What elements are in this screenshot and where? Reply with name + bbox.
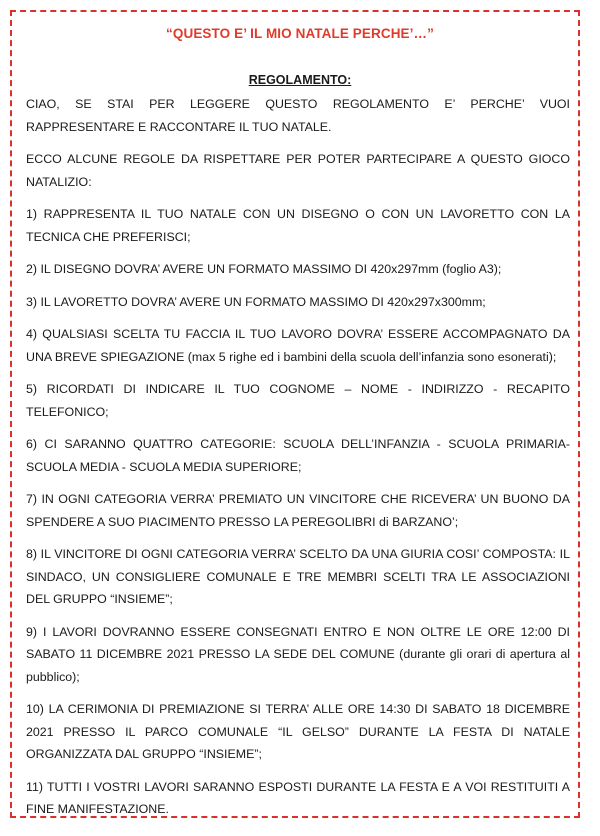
rule-10: 10) LA CERIMONIA DI PREMIAZIONE SI TERRA’ ALLE ORE 14:30 DI SABATO 18 DICEMBRE 2021 PRESSO IL PARCO COMUNALE “IL GELSO” DURANTE LA FESTA DI NATALE ORGANIZZATA DAL GRUPPO “INSIEME”; — [26, 702, 570, 761]
rule-4: 4) QUALSIASI SCELTA TU FACCIA IL TUO LAVORO DOVRA’ ESSERE ACCOMPAGNATO DA UNA BREVE SPIEGAZIONE (max 5 righe ed i bambini della scuola dell’infanzia sono esonerati); — [26, 327, 570, 364]
rule-7: 7) IN OGNI CATEGORIA VERRA’ PREMIATO UN VINCITORE CHE RICEVERA’ UN BUONO DA SPENDERE A SUO PIACIMENTO PRESSO LA PEREGOLIBRI di BARZANO’; — [26, 492, 570, 529]
document-title: “QUESTO E’ IL MIO NATALE PERCHE’…” — [166, 26, 434, 41]
regulation-body — [26, 93, 570, 831]
rules-intro-paragraph: ECCO ALCUNE REGOLE DA RISPETTARE PER POTER PARTECIPARE A QUESTO GIOCO NATALIZIO: — [26, 152, 570, 189]
rule-9: 9) I LAVORI DOVRANNO ESSERE CONSEGNATI ENTRO E NON OLTRE LE ORE 12:00 DI SABATO 11 DICEMBRE 2021 PRESSO LA SEDE DEL COMUNE (durante gli orari di apertura al pubblico); — [26, 624, 570, 684]
rule-5: 5) RICORDATI DI INDICARE IL TUO COGNOME – NOME - INDIRIZZO - RECAPITO TELEFONICO; — [26, 382, 570, 419]
intro-paragraph: CIAO, SE STAI PER LEGGERE QUESTO REGOLAMENTO E’ PERCHE’ VUOI RAPPRESENTARE E RACCONTARE IL TUO NATALE. — [26, 97, 570, 134]
rule-2: 2) IL DISEGNO DOVRA’ AVERE UN FORMATO MASSIMO DI 420x297mm (foglio A3); — [26, 262, 502, 276]
rule-8: 8) IL VINCITORE DI OGNI CATEGORIA VERRA’ SCELTO DA UNA GIURIA COSI’ COMPOSTA: IL SINDACO, UN CONSIGLIERE COMUNALE E TRE MEMBRI SCELTI TRA LE ASSOCIAZIONI DEL GRUPPO “INSIEME”; — [26, 547, 570, 606]
rule-3: 3) IL LAVORETTO DOVRA’ AVERE UN FORMATO MASSIMO DI 420x297x300mm; — [26, 294, 486, 309]
rule-6: 6) CI SARANNO QUATTRO CATEGORIE: SCUOLA DELL’INFANZIA - SCUOLA PRIMARIA-SCUOLA MEDIA - SCUOLA MEDIA SUPERIORE; — [26, 437, 570, 474]
rule-11: 11) TUTTI I VOSTRI LAVORI SARANNO ESPOSTI DURANTE LA FESTA E A VOI RESTITUITI A FINE MANIFESTAZIONE. — [26, 779, 570, 816]
regulation-heading: REGOLAMENTO: — [248, 73, 352, 87]
rule-1: 1) RAPPRESENTA IL TUO NATALE CON UN DISEGNO O CON UN LAVORETTO CON LA TECNICA CHE PREFERISCI; — [26, 207, 570, 244]
